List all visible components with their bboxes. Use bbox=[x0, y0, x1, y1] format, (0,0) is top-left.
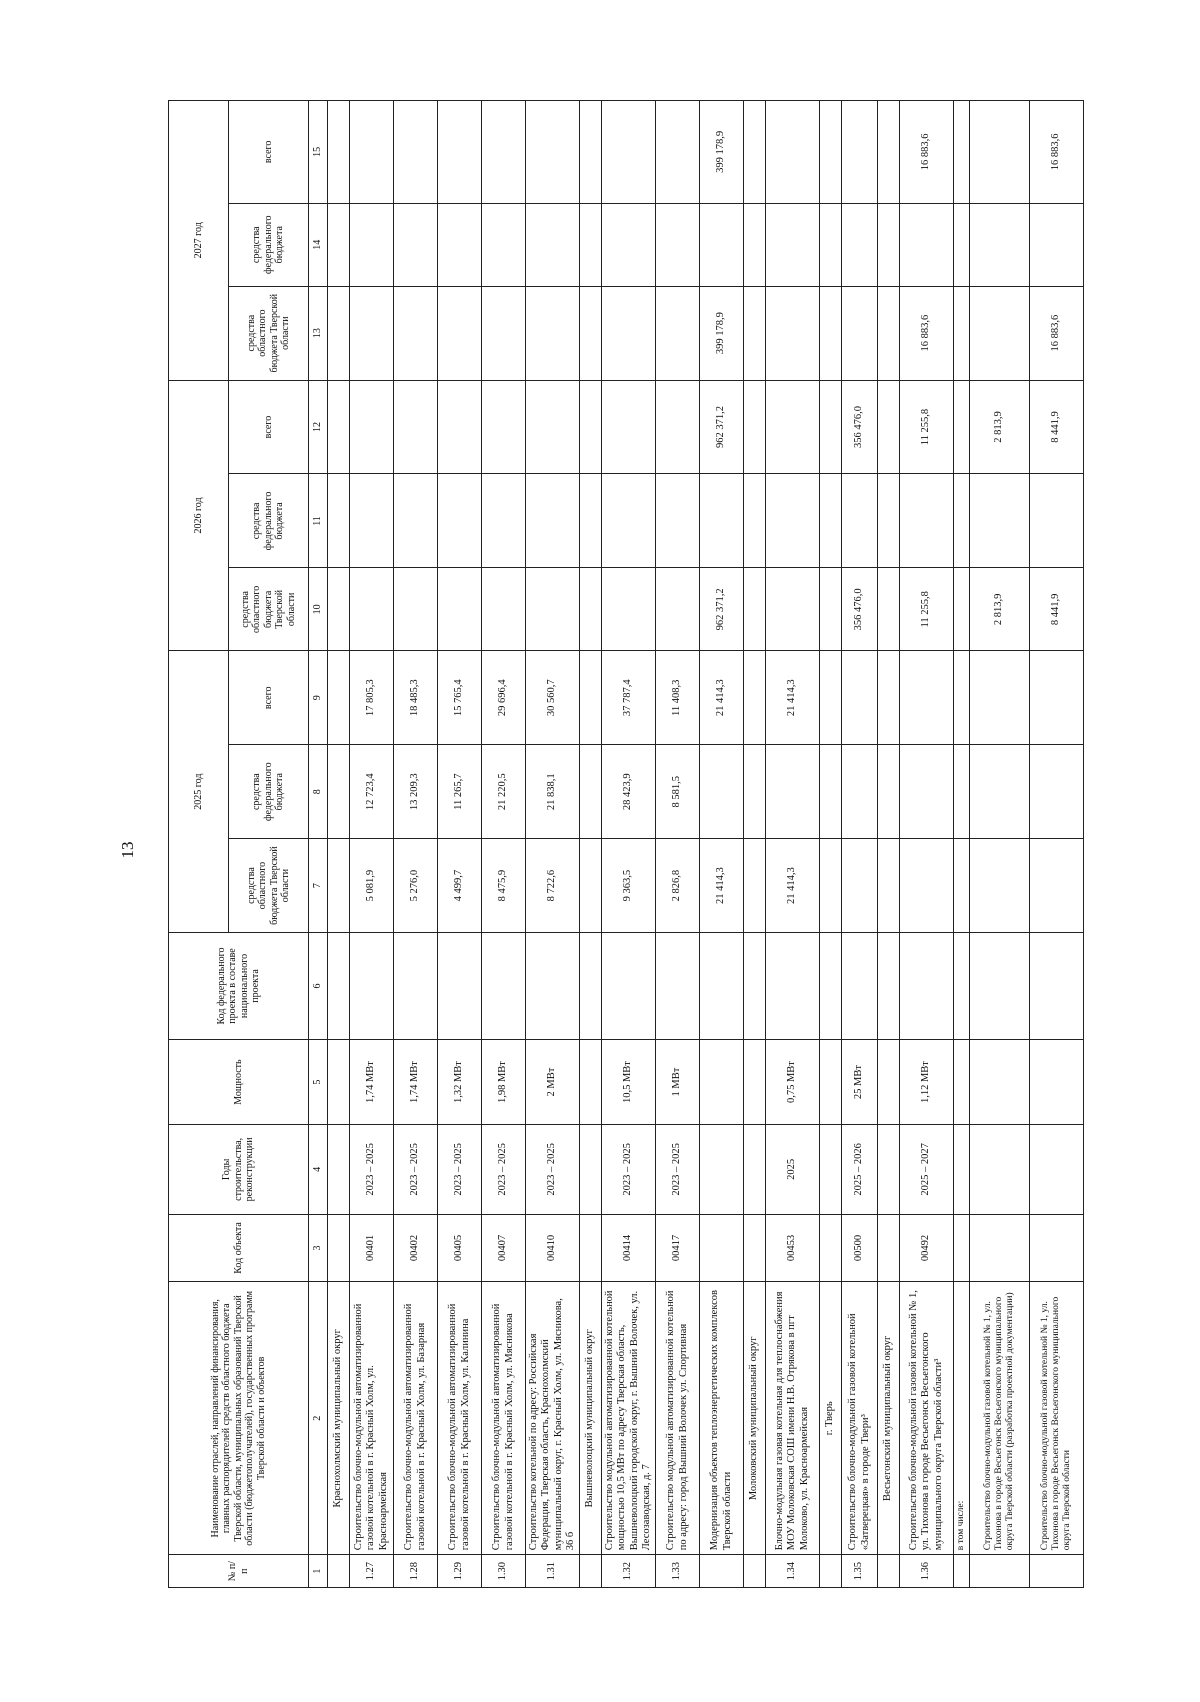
group-row-molokovsky: Молоковский муниципальный округ bbox=[744, 101, 766, 1588]
rotated-table-container bbox=[168, 100, 1074, 1588]
table-row: 1.33 Строительство модульной автоматизированной котельной по адресу: город Вышний Волочек ул. Спортивная 00417 2023 – 2025 1 МВт 2 826,8 8 581,5 11 408,3 bbox=[656, 101, 700, 1588]
header-total-2027: всего bbox=[229, 101, 309, 204]
header-years: Годы строительства, реконструкции bbox=[169, 1125, 309, 1215]
table-row: 1.29 Строительство блочно-модульной автоматизированной газовой котельной в г. Красный Холм, ул. Калинина 00405 2023 – 2025 1,32 МВт 4 499,7 11 265,7 15 765,4 bbox=[438, 101, 482, 1588]
header-name: Наименование отраслей, направлений финансирования, главных распорядителей средств областного бюджета Тверской области, муниципальных образований Тверской области (бюджетополучателей), государственных программ Тверской области и объектов bbox=[169, 1282, 309, 1555]
table-row: 1.27 Строительство блочно-модульной автоматизированной газовой котельной в г. Красный Холм, ул. Красноармейская 00401 2023 – 2025 1,74 МВт 5 081,9 12 723,4 17 805,3 bbox=[350, 101, 394, 1588]
header-year-2025: 2025 год bbox=[169, 651, 229, 933]
group-row-tver: г. Тверь bbox=[820, 101, 842, 1588]
table-row: 1.32 Строительство модульной автоматизированной котельной мощностью 10,5 МВт по адресу Тверская область, Вышневолоцкий городской округ, г. Вышний Волочек, ул. Лесозаводская, д. 7 00414 2023 – 2025 10,5 МВт 9 363,5 28 423,9 37 787,4 bbox=[602, 101, 656, 1588]
table-row-including: в том числе: bbox=[954, 101, 970, 1588]
header-total-2025: всего bbox=[229, 651, 309, 745]
header-federal-2026: средства федерального бюджета bbox=[229, 474, 309, 568]
budget-table bbox=[168, 100, 1084, 1588]
group-row-krasnoholmsky: Краснохолмский муниципальный округ bbox=[328, 101, 350, 1588]
header-regional-2026: средства областного бюджета Тверской области bbox=[229, 568, 309, 651]
table-row: 1.31 Строительство котельной по адресу: Российская Федерация, Тверская область, Краснохолмский муниципальный округ, г. Красный Холм, ул. Мясникова, 36 б 00410 2023 – 2025 2 МВт 8 722,6 21 838,1 30 560,7 bbox=[526, 101, 580, 1588]
column-index-row: 1 2 3 4 5 6 7 8 9 10 11 12 13 14 15 bbox=[309, 101, 328, 1588]
header-power: Мощность bbox=[169, 1039, 309, 1124]
header-regional-2025: средства областного бюджета Тверской области bbox=[229, 839, 309, 933]
table-row: 1.36 Строительство блочно-модульной газовой котельной № 1, ул. Тихонова в городе Весьегонск Весьегонского муниципального округа Тверской области³ 00492 2025 – 2027 1,12 МВт 11 255,8 11 255,8 16 883,6 16 883,6 bbox=[900, 101, 954, 1588]
header-object-code: Код объекта bbox=[169, 1214, 309, 1282]
group-row-vyshnevolotsky: Вышневолоцкий муниципальный округ bbox=[580, 101, 602, 1588]
header-year-2027: 2027 год bbox=[169, 101, 229, 381]
header-total-2026: всего bbox=[229, 380, 309, 474]
header-year-2026: 2026 год bbox=[169, 380, 229, 651]
table-row-modernization: Модернизация объектов теплоэнергетических комплексов Тверской области 21 414,3 21 414,3 962 371,2 962 371,2 399 178,9 399 178,9 bbox=[700, 101, 744, 1588]
table-row: 1.30 Строительство блочно-модульной автоматизированной газовой котельной в г. Красный Холм, ул. Мясникова 00407 2023 – 2025 1,98 МВт 8 475,9 21 220,5 29 696,4 bbox=[482, 101, 526, 1588]
table-row: 1.34 Блочно-модульная газовая котельная для теплоснабжения МОУ Молоковская СОШ имени Н.В. Отрякова в пгт Молоково, ул. Красноармейская 00453 2025 0,75 МВт 21 414,3 21 414,3 bbox=[766, 101, 820, 1588]
header-regional-2027: средства областного бюджета Тверской области bbox=[229, 286, 309, 380]
page-number: 13 bbox=[118, 841, 137, 859]
group-row-vesyegonsky: Весьегонский муниципальный округ bbox=[878, 101, 900, 1588]
table-row: 1.35 Строительство блочно-модульной газовой котельной «Затверецкая» в городе Твери³ 00500 2025 – 2026 25 МВт 356 476,0 356 476,0 bbox=[842, 101, 878, 1588]
header-federal-2027: средства федерального бюджета bbox=[229, 203, 309, 286]
header-federal-2025: средства федерального бюджета bbox=[229, 745, 309, 839]
table-row-sub: Строительство блочно-модульной газовой котельной № 1, ул. Тихонова в городе Весьегонск Весьегонского муниципального округа Тверской области (разработка проектной документации) 2 813,9 2 813,9 bbox=[970, 101, 1030, 1588]
header-federal-project-code: Код федерального проекта в составе национального проекта bbox=[169, 933, 309, 1040]
table-row: 1.28 Строительство блочно-модульной автоматизированной газовой котельной в г. Красный Холм, ул. Базарная 00402 2023 – 2025 1,74 МВт 5 276,0 13 209,3 18 485,3 bbox=[394, 101, 438, 1588]
header-num: № п/п bbox=[169, 1555, 309, 1588]
table-row-sub: Строительство блочно-модульной газовой котельной № 1, ул. Тихонова в городе Весьегонск Весьегонского муниципального округа Тверской области 8 441,9 8 441,9 16 883,6 16 883,6 bbox=[1030, 101, 1084, 1588]
